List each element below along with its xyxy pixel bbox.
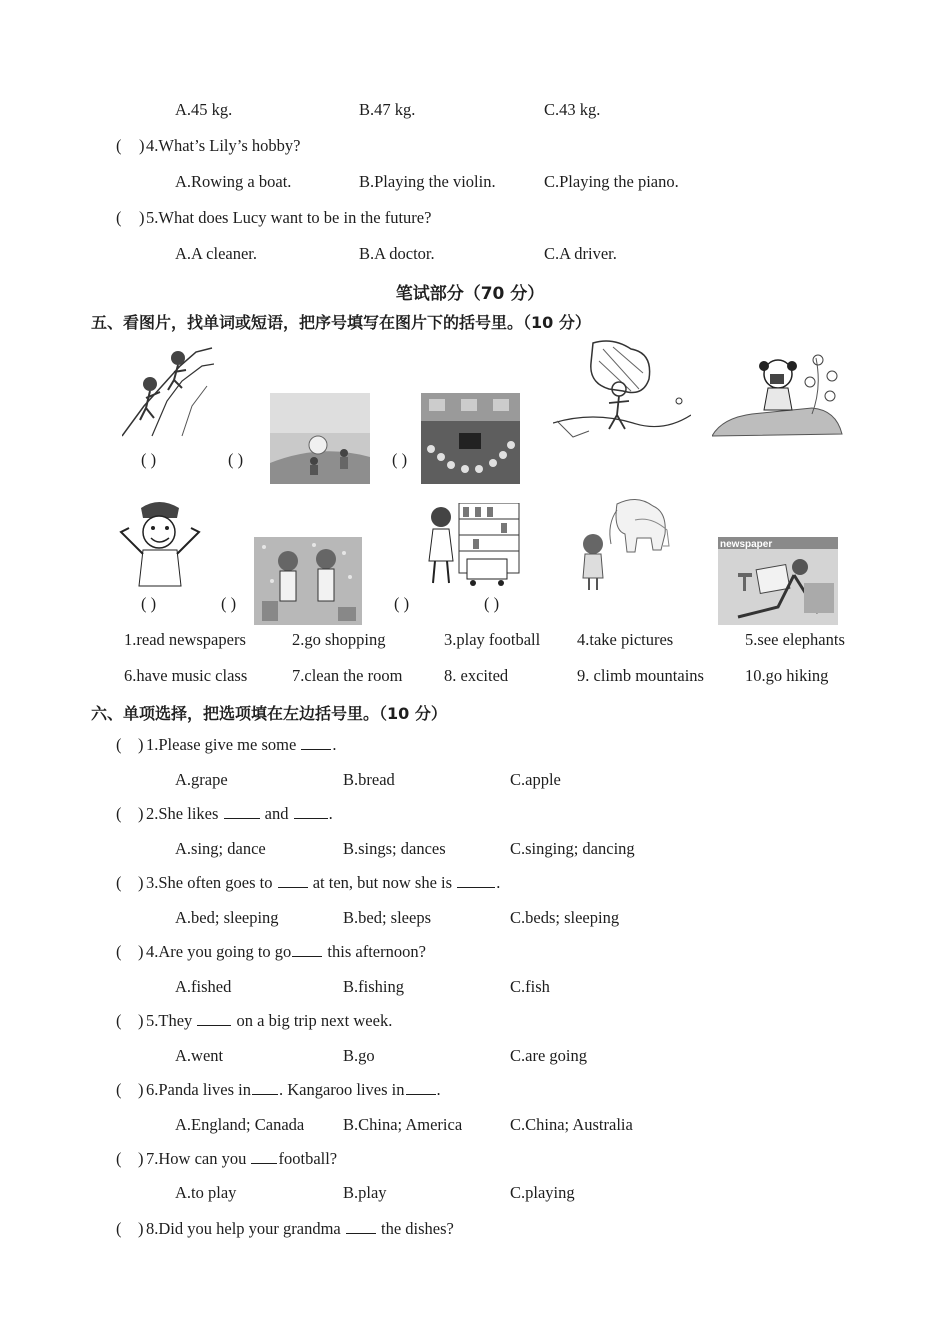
- s6-q1-option-b: B.bread: [343, 770, 395, 789]
- q3-option-a: A.45 kg.: [175, 100, 233, 119]
- s6-q3-option-a: A.bed; sleeping: [175, 908, 279, 927]
- s6-q2-answer-paren[interactable]: ( ): [116, 804, 144, 823]
- word-option: 8. excited: [444, 666, 509, 685]
- picture-football: [270, 393, 370, 484]
- pic2-answer-paren[interactable]: ( ): [228, 450, 244, 469]
- q4-answer-open[interactable]: (: [116, 136, 122, 155]
- picture-shopping: [423, 503, 521, 589]
- q5-text: 5.What does Lucy want to be in the future?: [146, 208, 432, 227]
- s6-q3-answer-paren[interactable]: ( ): [116, 873, 144, 892]
- picture-reading-newspaper: [718, 537, 838, 625]
- pic3-answer-paren[interactable]: ( ): [392, 450, 408, 469]
- picture-elephants: [577, 494, 673, 592]
- s6-q5-option-b: B.go: [343, 1046, 375, 1065]
- q5-option-a: A.A cleaner.: [175, 244, 258, 263]
- word-option: 9. climb mountains: [577, 666, 704, 685]
- s6-q4-option-c: C.fish: [510, 977, 550, 996]
- s6-q3-text: 3.She often goes to at ten, but now she is .: [146, 873, 501, 892]
- pic6-answer-paren[interactable]: ( ): [141, 594, 157, 613]
- word-option: 1.read newspapers: [124, 630, 246, 649]
- pic8-answer-paren[interactable]: ( ): [394, 594, 410, 613]
- s6-q3-option-c: C.beds; sleeping: [510, 908, 620, 927]
- s6-q1-text: 1.Please give me some .: [146, 735, 337, 754]
- s6-q5-text: 5.They on a big trip next week.: [146, 1011, 393, 1030]
- pic1-answer-paren[interactable]: ( ): [141, 450, 157, 469]
- s6-q2-text: 2.She likes and .: [146, 804, 333, 823]
- s6-q7-option-c: C.playing: [510, 1183, 575, 1202]
- s6-q4-option-a: A.fished: [175, 977, 232, 996]
- picture-hiking: [553, 339, 691, 439]
- q4-answer-close: ): [139, 136, 145, 155]
- q4-option-c: C.Playing the piano.: [544, 172, 679, 191]
- s6-q4-option-b: B.fishing: [343, 977, 404, 996]
- word-option: 5.see elephants: [745, 630, 845, 649]
- q3-option-b: B.47 kg.: [359, 100, 416, 119]
- picture-music-class: [421, 393, 520, 484]
- word-option: 6.have music class: [124, 666, 248, 685]
- s6-q1-option-a: A.grape: [175, 770, 228, 789]
- s6-q1-option-c: C.apple: [510, 770, 561, 789]
- picture-excited-man: [117, 498, 201, 590]
- s6-q2-option-a: A.sing; dance: [175, 839, 266, 858]
- word-option: 3.play football: [444, 630, 541, 649]
- q5-answer-open[interactable]: (: [116, 208, 122, 227]
- q3-option-c: C.43 kg.: [544, 100, 601, 119]
- s6-q4-text: 4.Are you going to go this afternoon?: [146, 942, 426, 961]
- word-option: 7.clean the room: [292, 666, 403, 685]
- word-option: 4.take pictures: [577, 630, 674, 649]
- s6-q8-text: 8.Did you help your grandma the dishes?: [146, 1219, 454, 1238]
- s6-q2-option-b: B.sings; dances: [343, 839, 446, 858]
- pic7-answer-paren[interactable]: ( ): [221, 594, 237, 613]
- q5-answer-close: ): [139, 208, 145, 227]
- word-option: 2.go shopping: [292, 630, 386, 649]
- s6-q6-option-a: A.England; Canada: [175, 1115, 305, 1134]
- s6-q5-option-c: C.are going: [510, 1046, 587, 1065]
- s6-q2-option-c: C.singing; dancing: [510, 839, 635, 858]
- picture-taking-pictures: [712, 348, 850, 438]
- s6-q5-answer-paren[interactable]: ( ): [116, 1011, 144, 1030]
- s6-q6-answer-paren[interactable]: ( ): [116, 1080, 144, 1099]
- written-part-title: 笔试部分（70 分）: [395, 284, 545, 304]
- q4-option-b: B.Playing the violin.: [359, 172, 496, 191]
- newspaper-caption: newspaper: [720, 539, 773, 550]
- s6-q1-answer-paren[interactable]: ( ): [116, 735, 144, 754]
- s6-q8-answer-paren[interactable]: ( ): [116, 1219, 144, 1238]
- picture-clean-room: [254, 537, 362, 625]
- s6-q4-answer-paren[interactable]: ( ): [116, 942, 144, 961]
- s6-q6-option-c: C.China; Australia: [510, 1115, 633, 1134]
- s6-q7-option-b: B.play: [343, 1183, 387, 1202]
- picture-climbing: [122, 346, 214, 438]
- s6-q7-answer-paren[interactable]: ( ): [116, 1149, 144, 1168]
- q4-option-a: A.Rowing a boat.: [175, 172, 292, 191]
- q5-option-c: C.A driver.: [544, 244, 617, 263]
- s6-q7-option-a: A.to play: [175, 1183, 237, 1202]
- q5-option-b: B.A doctor.: [359, 244, 435, 263]
- s6-q7-text: 7.How can you football?: [146, 1149, 338, 1168]
- q4-text: 4.What’s Lily’s hobby?: [146, 136, 301, 155]
- section6-heading: 六、单项选择，把选项填在左边括号里。（10 分）: [91, 704, 447, 723]
- s6-q6-option-b: B.China; America: [343, 1115, 463, 1134]
- s6-q3-option-b: B.bed; sleeps: [343, 908, 431, 927]
- word-option: 10.go hiking: [745, 666, 829, 685]
- section5-heading: 五、看图片，找单词或短语，把序号填写在图片下的括号里。（10 分）: [91, 313, 591, 332]
- s6-q6-text: 6.Panda lives in . Kangaroo lives in .: [146, 1080, 441, 1099]
- s6-q5-option-a: A.went: [175, 1046, 224, 1065]
- pic9-answer-paren[interactable]: ( ): [484, 594, 500, 613]
